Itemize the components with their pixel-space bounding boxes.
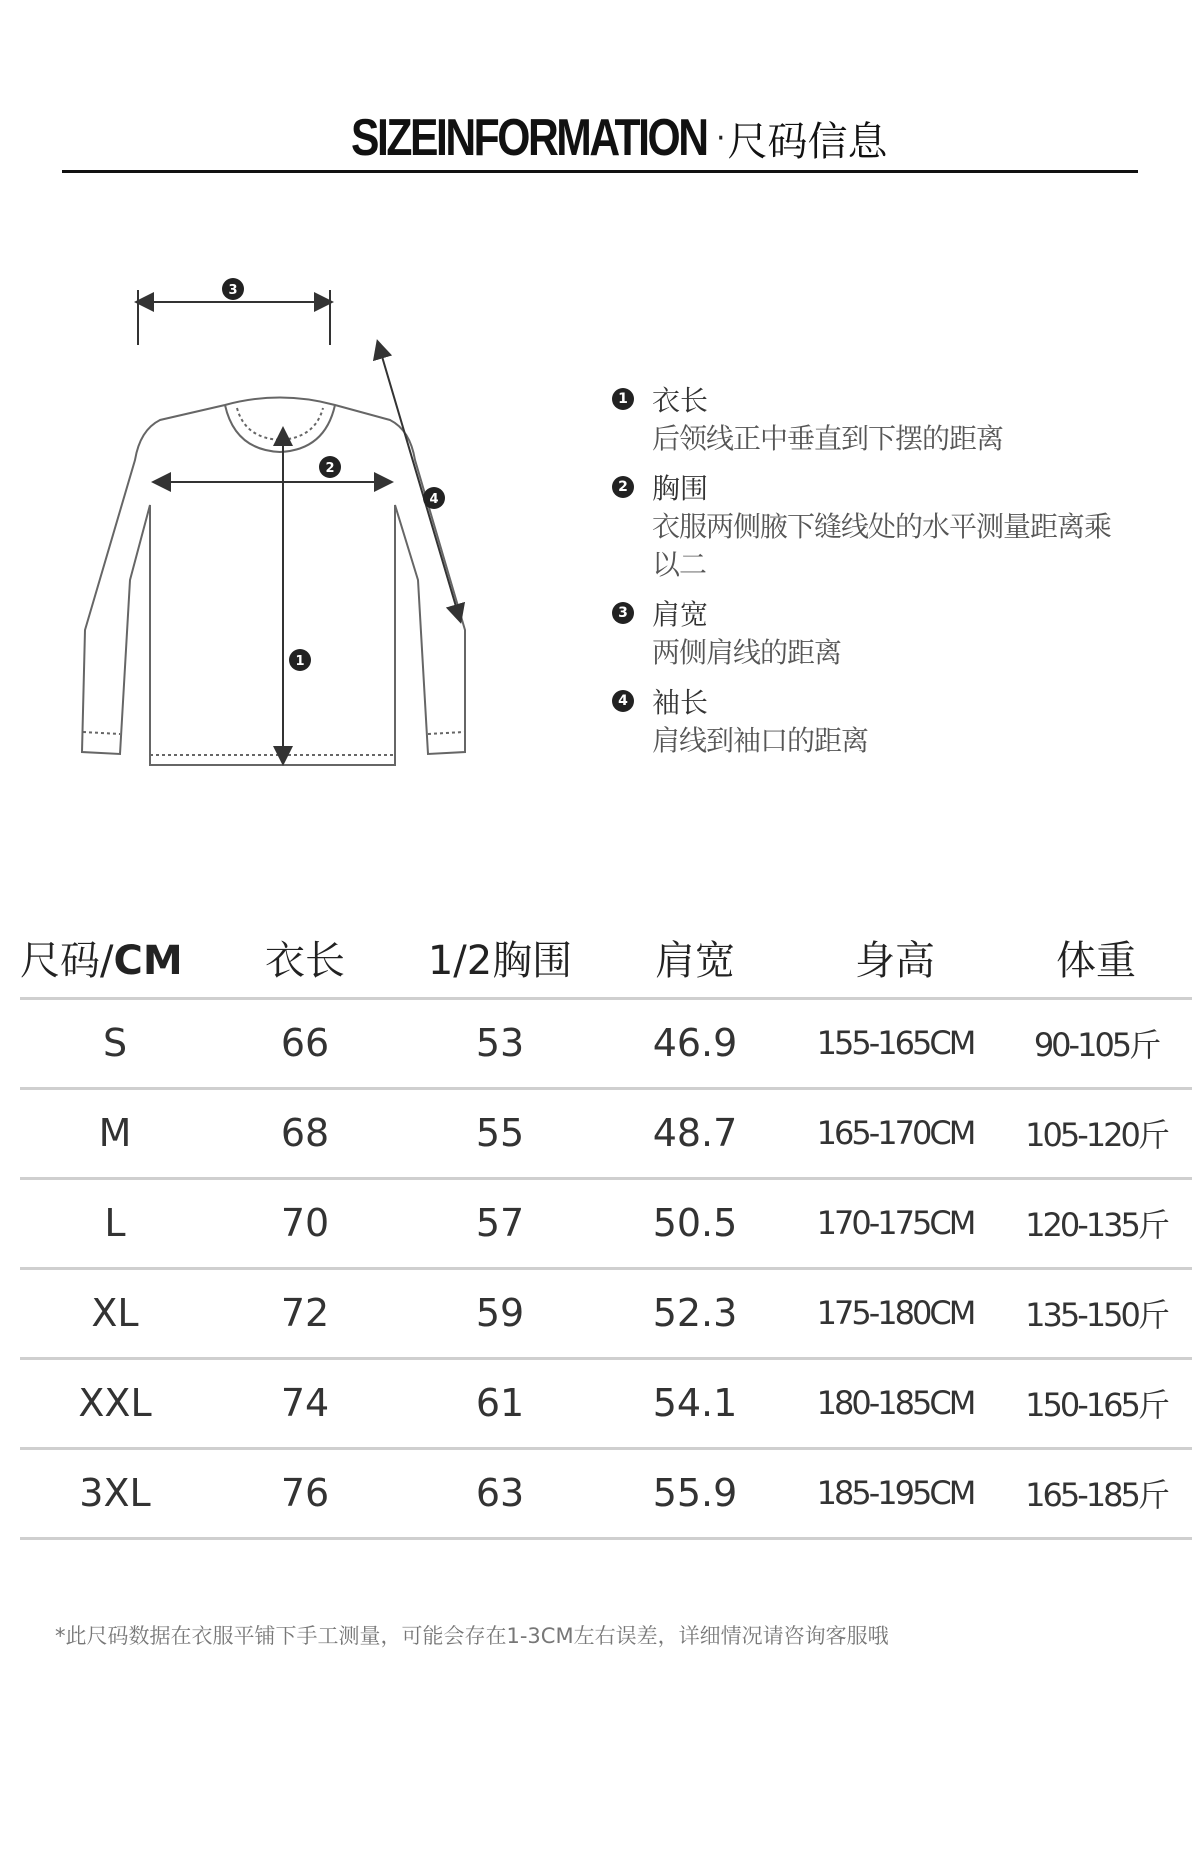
cell-weight: 120-135斤 <box>1000 1178 1192 1268</box>
marker-4-icon <box>423 487 445 509</box>
cell-size: M <box>20 1088 210 1178</box>
page-header <box>0 108 1200 168</box>
legend-number-icon: 4 <box>612 690 634 712</box>
table-header-row <box>20 918 1192 998</box>
cell-length: 76 <box>210 1448 400 1538</box>
cell-shoulder: 52.3 <box>600 1268 790 1358</box>
cell-size: 3XL <box>20 1448 210 1538</box>
legend-description: 后领线正中垂直到下摆的距离 <box>652 422 1004 455</box>
header-shoulder: 肩宽 <box>600 918 790 998</box>
table-row <box>20 1448 1192 1538</box>
cell-weight: 135-150斤 <box>1000 1268 1192 1358</box>
cell-chest: 61 <box>400 1358 600 1448</box>
header-weight: 体重 <box>1000 918 1192 998</box>
cell-chest: 53 <box>400 998 600 1088</box>
cell-shoulder: 50.5 <box>600 1178 790 1268</box>
legend-item-sleeve <box>612 684 1132 760</box>
header-size: 尺码/CM <box>20 918 210 998</box>
legend-title: 胸围 <box>652 472 709 505</box>
measurement-arrows <box>138 290 460 762</box>
title-chinese: 尺码信息 <box>727 118 888 165</box>
legend-item-shoulder <box>612 596 1132 672</box>
cell-length: 66 <box>210 998 400 1088</box>
cell-shoulder: 46.9 <box>600 998 790 1088</box>
legend-title: 衣长 <box>652 384 709 417</box>
legend-title: 肩宽 <box>652 598 709 631</box>
cell-height: 155-165CM <box>790 998 1000 1088</box>
cell-height: 180-185CM <box>790 1358 1000 1448</box>
shirt-outline <box>82 398 465 766</box>
legend-description: 两侧肩线的距离 <box>652 636 842 669</box>
legend-number-icon: 3 <box>612 602 634 624</box>
table-row <box>20 998 1192 1088</box>
legend-title: 袖长 <box>652 686 709 719</box>
cell-height: 170-175CM <box>790 1178 1000 1268</box>
cell-length: 74 <box>210 1358 400 1448</box>
cell-height: 165-170CM <box>790 1088 1000 1178</box>
header-divider <box>62 170 1138 173</box>
measurement-legend <box>612 382 1132 772</box>
cell-weight: 90-105斤 <box>1000 998 1192 1088</box>
cell-height: 185-195CM <box>790 1448 1000 1538</box>
svg-text:3: 3 <box>228 283 238 298</box>
cell-weight: 150-165斤 <box>1000 1358 1192 1448</box>
marker-1-icon <box>289 649 311 671</box>
svg-text:2: 2 <box>325 461 335 476</box>
cell-length: 68 <box>210 1088 400 1178</box>
cell-weight: 105-120斤 <box>1000 1088 1192 1178</box>
cell-chest: 63 <box>400 1448 600 1538</box>
cell-height: 175-180CM <box>790 1268 1000 1358</box>
measurement-footnote: *此尺码数据在衣服平铺下手工测量，可能会存在1-3CM左右误差，详细情况请咨询客服哦 <box>55 1624 889 1648</box>
cell-size: S <box>20 998 210 1088</box>
cell-chest: 59 <box>400 1268 600 1358</box>
cell-shoulder: 54.1 <box>600 1358 790 1448</box>
header-height: 身高 <box>790 918 1000 998</box>
table-row <box>20 1178 1192 1268</box>
legend-number-icon: 1 <box>612 388 634 410</box>
cell-size: XXL <box>20 1358 210 1448</box>
legend-item-length <box>612 382 1132 458</box>
cell-chest: 55 <box>400 1088 600 1178</box>
cell-length: 72 <box>210 1268 400 1358</box>
header-unit: CM <box>113 937 183 984</box>
cell-size: XL <box>20 1268 210 1358</box>
table-row <box>20 1268 1192 1358</box>
shirt-measurement-diagram <box>50 283 590 780</box>
svg-text:1: 1 <box>295 654 305 669</box>
title-separator: · <box>716 120 726 156</box>
size-chart-table <box>20 918 1192 1540</box>
marker-3-icon <box>222 278 244 300</box>
table-row <box>20 1358 1192 1448</box>
header-chest: 1/2胸围 <box>400 918 600 998</box>
legend-description: 肩线到袖口的距离 <box>652 724 869 757</box>
cell-weight: 165-185斤 <box>1000 1448 1192 1538</box>
legend-number-icon: 2 <box>612 476 634 498</box>
cell-size: L <box>20 1178 210 1268</box>
svg-text:4: 4 <box>429 492 439 507</box>
marker-2-icon <box>319 456 341 478</box>
table-row <box>20 1088 1192 1178</box>
cell-shoulder: 48.7 <box>600 1088 790 1178</box>
header-length: 衣长 <box>210 918 400 998</box>
cell-chest: 57 <box>400 1178 600 1268</box>
cell-shoulder: 55.9 <box>600 1448 790 1538</box>
legend-item-chest <box>612 470 1132 584</box>
cell-length: 70 <box>210 1178 400 1268</box>
title-english: SIZEINFORMATION <box>351 109 707 167</box>
legend-description: 衣服两侧腋下缝线处的水平测量距离乘以二 <box>652 510 1112 581</box>
